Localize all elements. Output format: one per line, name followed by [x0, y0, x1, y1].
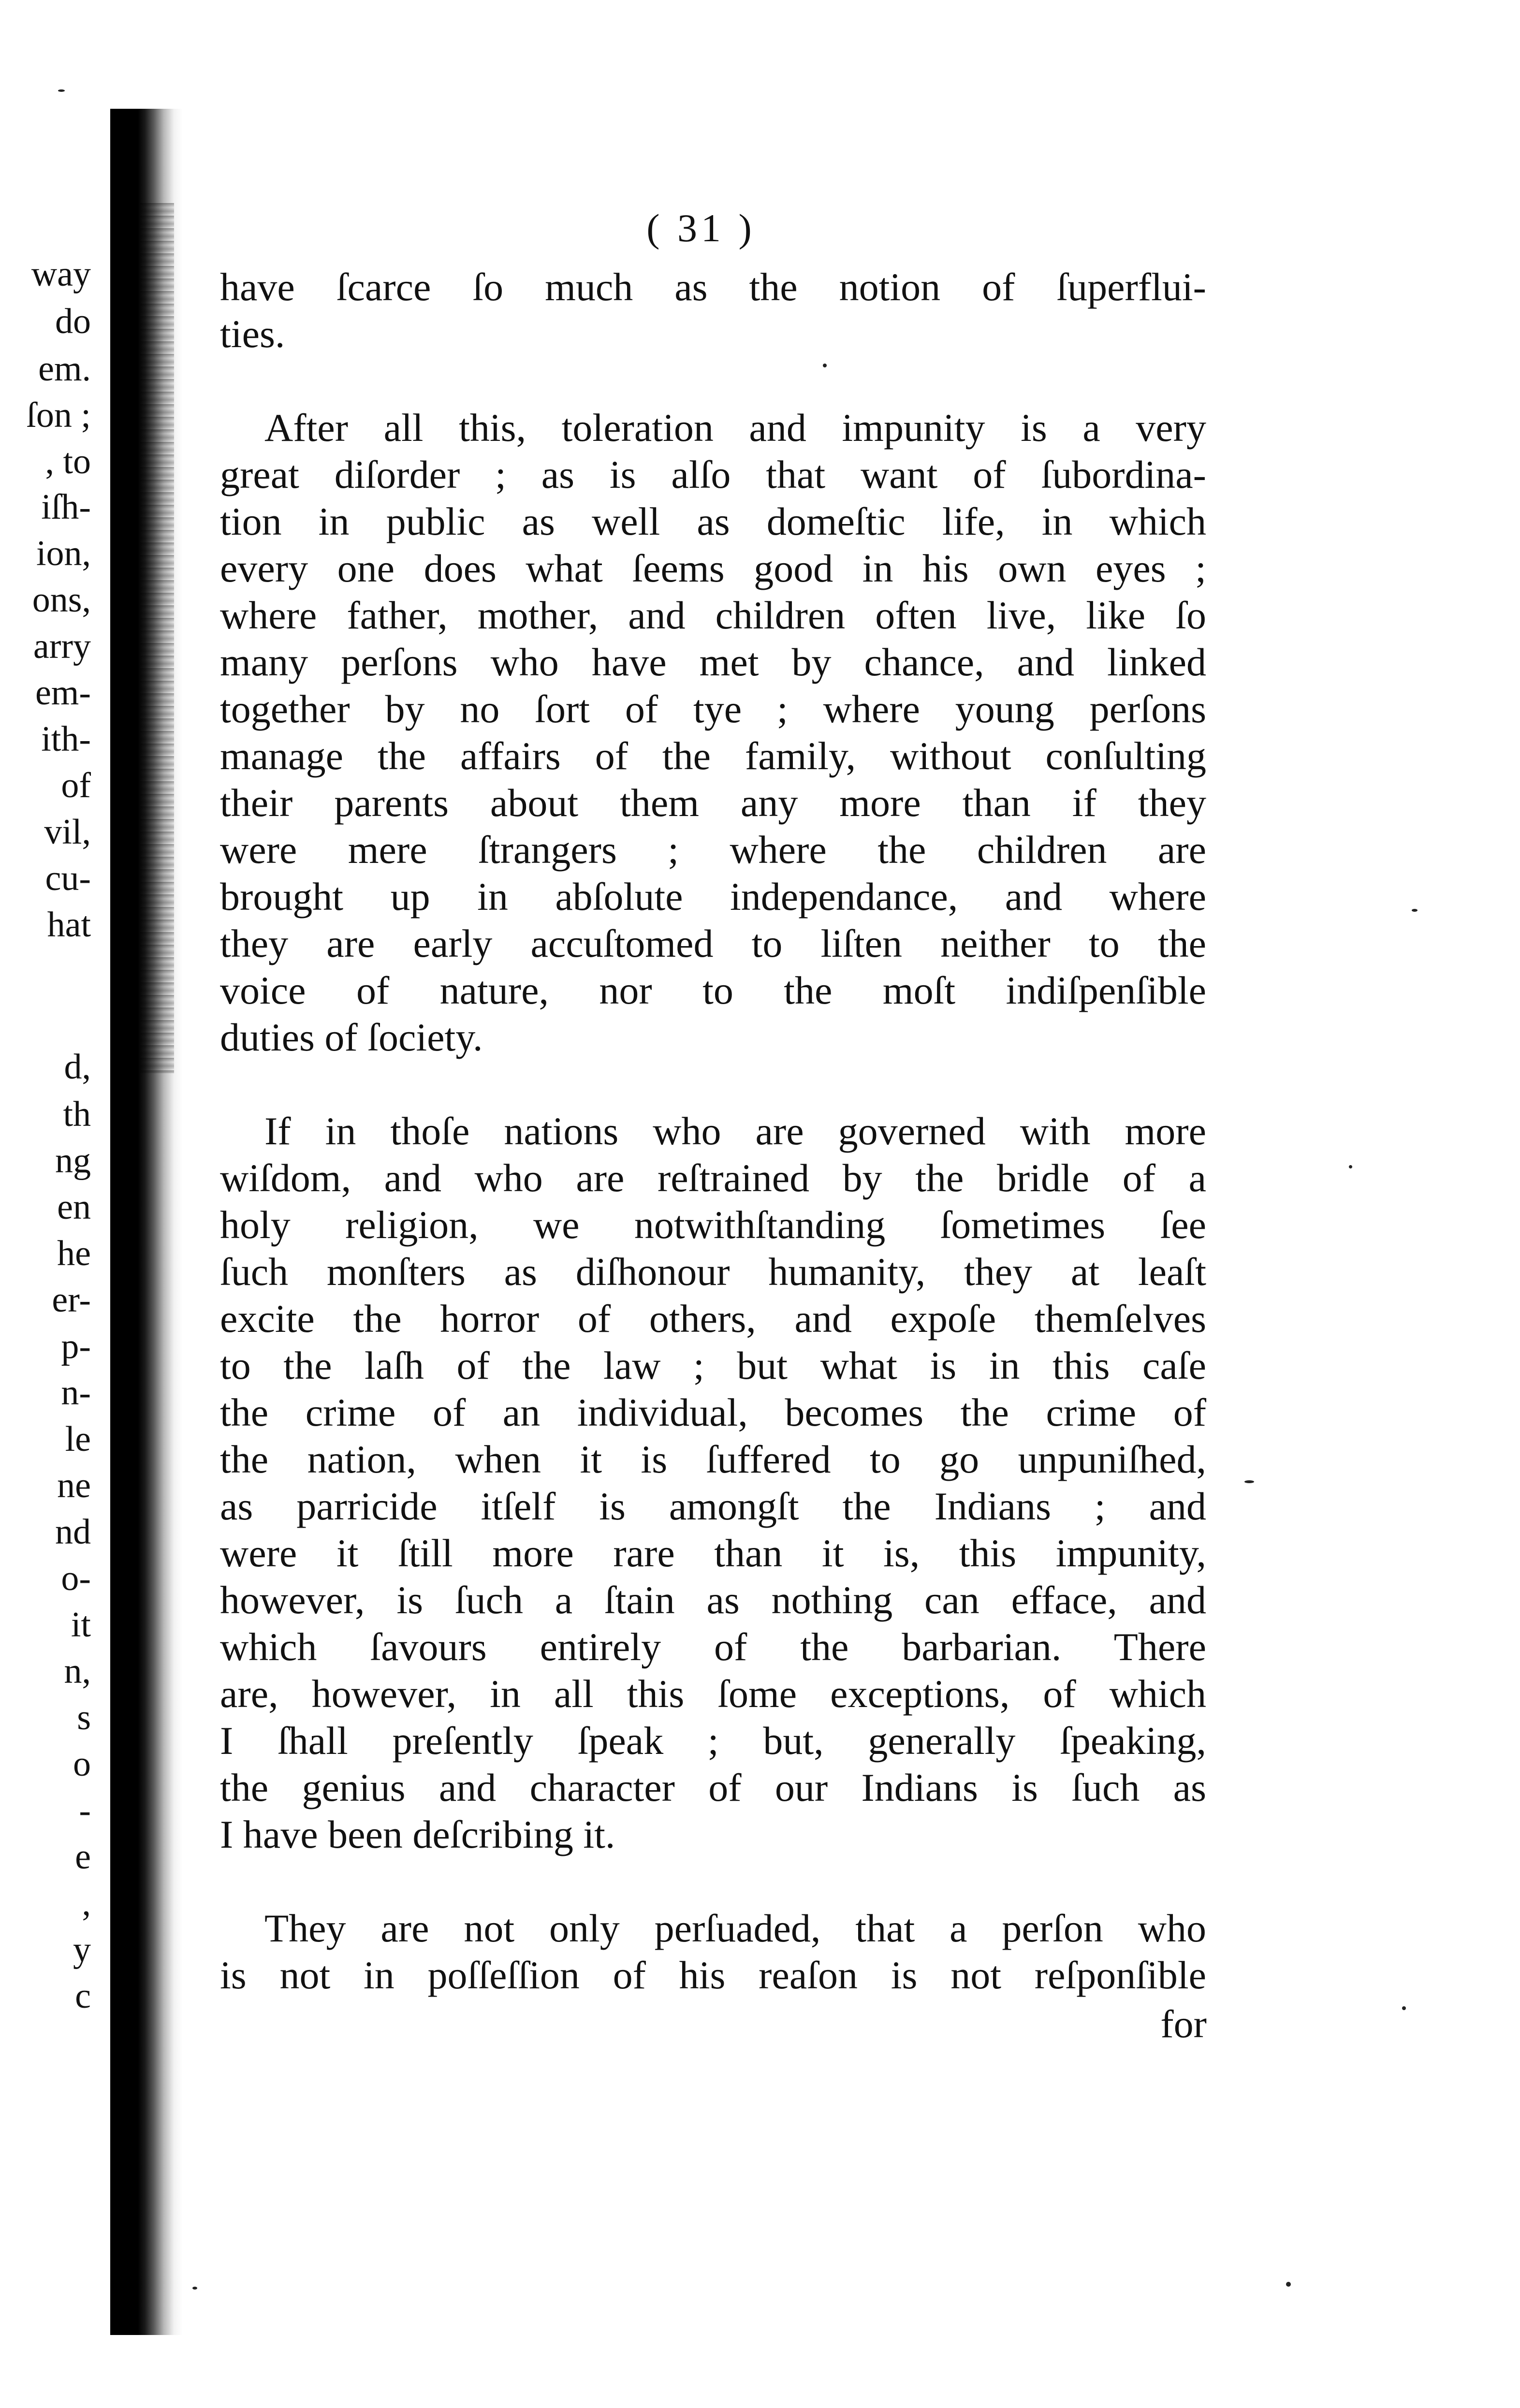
facing-fragment: ith-: [41, 719, 91, 759]
text-line: were it ſtill more rare than it is, this impunity,: [220, 1531, 1206, 1575]
facing-fragment: ſon ;: [26, 395, 91, 435]
facing-fragment: n-: [61, 1373, 91, 1413]
text-line: wiſdom, and who are reſtrained by the bridle of a: [220, 1156, 1206, 1200]
facing-fragment: ion,: [36, 534, 91, 573]
facing-fragment: ons,: [32, 580, 91, 620]
text-line: holy religion, we notwithſtanding ſometimes ſee: [220, 1203, 1206, 1247]
facing-fragment: ,: [82, 1883, 91, 1923]
text-line: They are not only perſuaded, that a perſon who: [264, 1906, 1206, 1950]
text-line: they are early accuſtomed to liſten neither to the: [220, 921, 1206, 965]
facing-fragment: d,: [64, 1047, 91, 1087]
paragraph: [220, 1108, 1206, 1858]
facing-fragment: th: [63, 1095, 91, 1134]
gutter-texture: [140, 203, 174, 1073]
facing-fragment: n,: [64, 1651, 91, 1691]
print-speck: [823, 364, 827, 367]
text-line: where father, mother, and children often live, like ſo: [220, 593, 1206, 637]
text-line: to the laſh of the law ; but what is in this caſe: [220, 1343, 1206, 1387]
facing-fragment: le: [65, 1419, 91, 1459]
paragraph: [220, 1905, 1206, 1999]
text-line: many perſons who have met by chance, and linked: [220, 640, 1206, 684]
facing-fragment: ne: [57, 1466, 91, 1505]
text-line: After all this, toleration and impunity is a very: [264, 406, 1206, 450]
facing-fragment: it: [71, 1605, 91, 1645]
text-line: together by no ſort of tye ; where young perſons: [220, 687, 1206, 731]
text-line: excite the horror of others, and expoſe themſelves: [220, 1297, 1206, 1341]
page-number: ( 31 ): [646, 206, 756, 250]
text-line: the nation, when it is ſuffered to go unpuniſhed,: [220, 1437, 1206, 1481]
facing-fragment: er-: [52, 1280, 91, 1320]
text-line: are, however, in all this ſome exceptions, of which: [220, 1672, 1206, 1716]
facing-fragment: nd: [55, 1512, 91, 1552]
text-line: voice of nature, nor to the moſt indiſpenſible: [220, 968, 1206, 1012]
text-line: tion in public as well as domeſtic life, in which: [220, 499, 1206, 543]
facing-fragment: iſh-: [41, 487, 91, 527]
facing-fragment: of: [61, 766, 91, 805]
facing-fragment: o-: [61, 1559, 91, 1598]
text-line: I have been deſcribing it.: [220, 1812, 615, 1856]
paragraph: [220, 263, 1206, 357]
facing-fragment: , to: [45, 442, 91, 482]
print-speck: [1402, 2006, 1406, 2010]
facing-fragment: c: [75, 1976, 91, 2016]
facing-fragment: em.: [38, 349, 91, 389]
facing-page-fragments: [0, 0, 116, 2408]
print-speck: [192, 2287, 197, 2290]
facing-fragment: do: [55, 302, 91, 341]
text-line: their parents about them any more than if they: [220, 781, 1206, 825]
paragraph: [220, 404, 1206, 1061]
facing-fragment: e: [75, 1837, 91, 1877]
text-line: the genius and character of our Indians is ſuch as: [220, 1766, 1206, 1810]
facing-fragment: arry: [33, 627, 91, 666]
facing-fragment: en: [57, 1187, 91, 1227]
text-line: as parricide itſelf is amongſt the Indians ; and: [220, 1484, 1206, 1528]
facing-fragment: he: [57, 1234, 91, 1273]
facing-fragment: p-: [61, 1327, 91, 1366]
text-line: ties.: [220, 312, 285, 356]
text-line: If in thoſe nations who are governed with more: [264, 1109, 1206, 1153]
text-line: were mere ſtrangers ; where the children are: [220, 828, 1206, 872]
facing-fragment: cu-: [45, 859, 91, 898]
text-line: great diſorder ; as is alſo that want of ſubordina-: [220, 452, 1206, 496]
print-speck: [1286, 2282, 1291, 2287]
facing-fragment: way: [31, 254, 91, 294]
print-speck: [1412, 909, 1418, 912]
text-line: however, is ſuch a ſtain as nothing can efface, and: [220, 1578, 1206, 1622]
facing-fragment: y: [73, 1930, 91, 1970]
text-line: manage the affairs of the family, without conſulting: [220, 734, 1206, 778]
text-line: the crime of an individual, becomes the crime of: [220, 1390, 1206, 1434]
text-line: duties of ſociety.: [220, 1015, 483, 1059]
facing-fragment: -: [79, 1791, 91, 1830]
catchword: for: [1160, 2002, 1207, 2046]
print-speck: [1349, 1165, 1352, 1168]
text-line: is not in poſſeſſion of his reaſon is not reſponſible: [220, 1953, 1206, 1997]
facing-fragment: hat: [47, 905, 91, 945]
text-line: I ſhall preſently ſpeak ; but, generally ſpeaking,: [220, 1719, 1206, 1763]
text-line: ſuch monſters as diſhonour humanity, they at leaſt: [220, 1250, 1206, 1294]
text-line: which ſavours entirely of the barbarian. There: [220, 1625, 1206, 1669]
text-line: have ſcarce ſo much as the notion of ſuperflui-: [220, 265, 1206, 309]
text-line: brought up in abſolute independance, and where: [220, 875, 1206, 919]
facing-fragment: vil,: [44, 812, 91, 852]
facing-fragment: o: [73, 1744, 91, 1784]
facing-fragment: em-: [35, 673, 91, 713]
facing-fragment: ng: [55, 1141, 91, 1181]
body-text: [220, 263, 1206, 1999]
print-speck: [58, 89, 65, 92]
print-speck: [1244, 1480, 1254, 1483]
text-line: every one does what ſeems good in his own eyes ;: [220, 546, 1206, 590]
facing-fragment: s: [77, 1698, 91, 1737]
